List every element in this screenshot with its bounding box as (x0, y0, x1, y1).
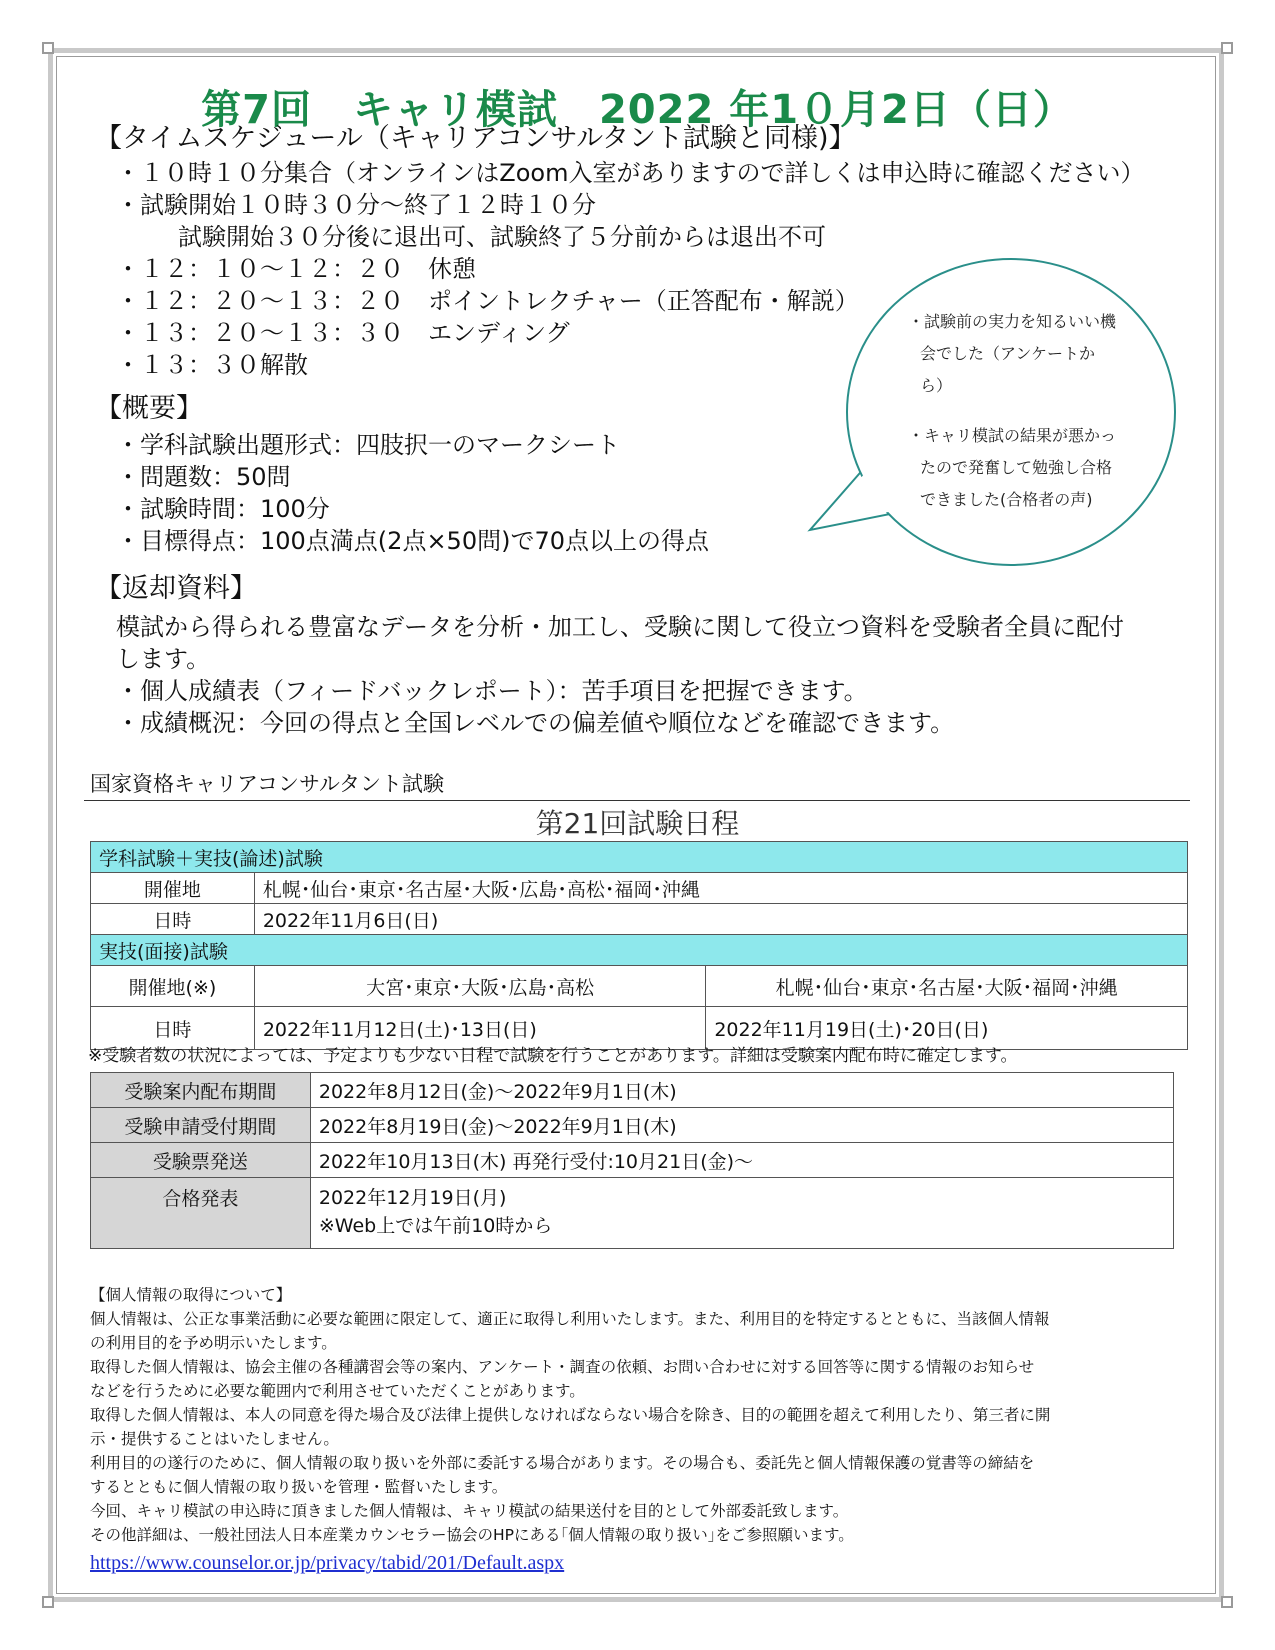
overview-line: ・学科試験出題形式：四肢択一のマークシート (116, 431, 620, 459)
privacy-line: 今回、キャリ模試の申込時に頂きました個人情報は、キャリ模試の結果送付を目的として外部委託致します。 (90, 1502, 849, 1520)
cell-value: 2022年11月12日(土)･13日(日) (254, 1007, 706, 1050)
bubble-line: ら） (920, 376, 953, 395)
schedule-line: ・１０時１０分集合（オンラインはZoom入室がありますので詳しくは申込時に確認ください） (116, 159, 1145, 187)
table-row (91, 1073, 1174, 1108)
exam-schedule-table (90, 841, 1188, 1050)
privacy-line: 個人情報は、公正な事業活動に必要な範囲に限定して、適正に取得し利用いたします。また、利用目的を特定するとともに、当該個人情報 (90, 1310, 1050, 1328)
table-row (91, 1108, 1174, 1143)
privacy-line: の利用目的を予め明示いたします。 (90, 1334, 337, 1352)
bubble-line: ・キャリ模試の結果が悪かっ (908, 426, 1117, 445)
frame-corner-ornament (1221, 1596, 1233, 1608)
privacy-line: などを行うために必要な範囲内で利用させていただくことがあります。 (90, 1382, 585, 1400)
privacy-line: 示・提供することはいたしません。 (90, 1430, 339, 1448)
schedule-line: ・１２：２０～１３：２０ ポイントレクチャー（正答配布・解説） (116, 287, 859, 315)
table-row (91, 1143, 1174, 1178)
exam-schedule-title: 第21回試験日程 (535, 807, 740, 840)
privacy-line: 利用目的の遂行のために、個人情報の取り扱いを外部に委託する場合があります。その場合も、委託先と個人情報保護の覚書等の締結を (90, 1454, 1035, 1472)
bubble-line: たので発奮して勉強し合格 (920, 458, 1113, 477)
cell-label: 開催地 (91, 873, 255, 904)
privacy-line: するとともに個人情報の取り扱いを管理・監督いたします。 (90, 1478, 508, 1496)
privacy-policy-link[interactable]: https://www.counselor.or.jp/privacy/tabid/201/Default.aspx (90, 1552, 565, 1574)
period-value: 2022年8月12日(金)～2022年9月1日(木) (310, 1073, 1173, 1108)
interview-exam-header: 実技(面接)試験 (91, 935, 1188, 966)
table-row (91, 966, 1188, 1007)
schedule-line: ・試験開始１０時３０分～終了１２時１０分 (116, 191, 596, 219)
schedule-line: ・１３：２０～１３：３０ エンディング (116, 319, 570, 347)
period-label: 合格発表 (91, 1178, 311, 1249)
schedule-line: ・１２：１０～１２：２０ 休憩 (116, 255, 476, 283)
announcement-web-note: ※Web上では午前10時から (318, 1215, 553, 1237)
privacy-line: 取得した個人情報は、本人の同意を得た場合及び法律上提供しなければならない場合を除き、目的の範囲を超えて利用したり、第三者に開 (90, 1406, 1051, 1424)
period-value: 2022年10月13日(木) 再発行受付:10月21日(金)～ (310, 1143, 1173, 1178)
table-row (91, 842, 1188, 873)
schedule-line: ・１３：３０解散 (116, 351, 308, 379)
overview-line: ・目標得点：100点満点(2点×50問)で70点以上の得点 (116, 527, 709, 555)
privacy-section (90, 1283, 1050, 1547)
table-row (91, 935, 1188, 966)
announcement-date: 2022年12月19日(月) (318, 1187, 507, 1209)
cell-value: 2022年11月19日(土)･20日(日) (706, 1007, 1188, 1050)
cell-label: 開催地(※) (91, 966, 255, 1007)
table-row (91, 873, 1188, 904)
section-rule (84, 800, 1190, 801)
bubble-line: 会でした（アンケートか (920, 344, 1096, 363)
period-label: 受験票発送 (91, 1143, 311, 1178)
materials-line: ・個人成績表（フィードバックレポート）：苦手項目を把握できます。 (116, 677, 868, 705)
exam-period-table (90, 1072, 1174, 1249)
privacy-line: その他詳細は、一般社団法人日本産業カウンセラー協会のHPにある｢個人情報の取り扱い｣をご参照願います。 (90, 1526, 854, 1544)
schedule-line: 試験開始３０分後に退出可、試験終了５分前からは退出不可 (178, 223, 826, 251)
bubble-line: ・試験前の実力を知るいい機 (908, 312, 1117, 331)
exam-schedule-label: 国家資格キャリアコンサルタント試験 (90, 772, 445, 796)
materials-line: ・成績概況：今回の得点と全国レベルでの偏差値や順位などを確認できます。 (116, 709, 955, 737)
materials-heading: 【返却資料】 (95, 573, 257, 604)
period-label: 受験申請受付期間 (91, 1108, 311, 1143)
table-row (91, 1178, 1174, 1249)
page-title: 第7回 キャリ模試 2022 年1０月2日（日） (201, 87, 1074, 133)
written-exam-header: 学科試験＋実技(論述)試験 (91, 842, 1188, 873)
cell-value: 札幌･仙台･東京･名古屋･大阪･広島･高松･福岡･沖縄 (254, 873, 1187, 904)
period-value (310, 1178, 1173, 1249)
privacy-heading: 【個人情報の取得について】 (90, 1286, 292, 1304)
cell-value: 2022年11月6日(日) (254, 904, 1187, 935)
overview-heading: 【概要】 (95, 393, 203, 424)
period-value: 2022年8月19日(金)～2022年9月1日(木) (310, 1108, 1173, 1143)
table-row (91, 904, 1188, 935)
cell-label: 日時 (91, 904, 255, 935)
period-label: 受験案内配布期間 (91, 1073, 311, 1108)
materials-line: 模試から得られる豊富なデータを分析・加工し、受験に関して役立つ資料を受験者全員に配付 (116, 613, 1124, 641)
privacy-line: 取得した個人情報は、協会主催の各種講習会等の案内、アンケート・調査の依頼、お問い合わせに対する回答等に関する情報のお知らせ (90, 1358, 1035, 1376)
overview-line: ・試験時間：100分 (116, 495, 330, 523)
cell-value: 大宮･東京･大阪･広島･高松 (254, 966, 706, 1007)
materials-line: します。 (116, 645, 211, 673)
overview-line: ・問題数：50問 (116, 463, 291, 491)
schedule-heading: 【タイムスケジュール（キャリアコンサルタント試験と同様)】 (95, 123, 856, 154)
exam-note: ※受験者数の状況によっては、予定よりも少ない日程で試験を行うことがあります。詳細は受験案内配布時に確定します。 (88, 1046, 1018, 1066)
cell-value: 札幌･仙台･東京･名古屋･大阪･福岡･沖縄 (706, 966, 1188, 1007)
frame-corner-ornament (42, 1596, 54, 1608)
cell-label: 日時 (91, 1007, 255, 1050)
bubble-line: できました(合格者の声) (920, 490, 1093, 509)
